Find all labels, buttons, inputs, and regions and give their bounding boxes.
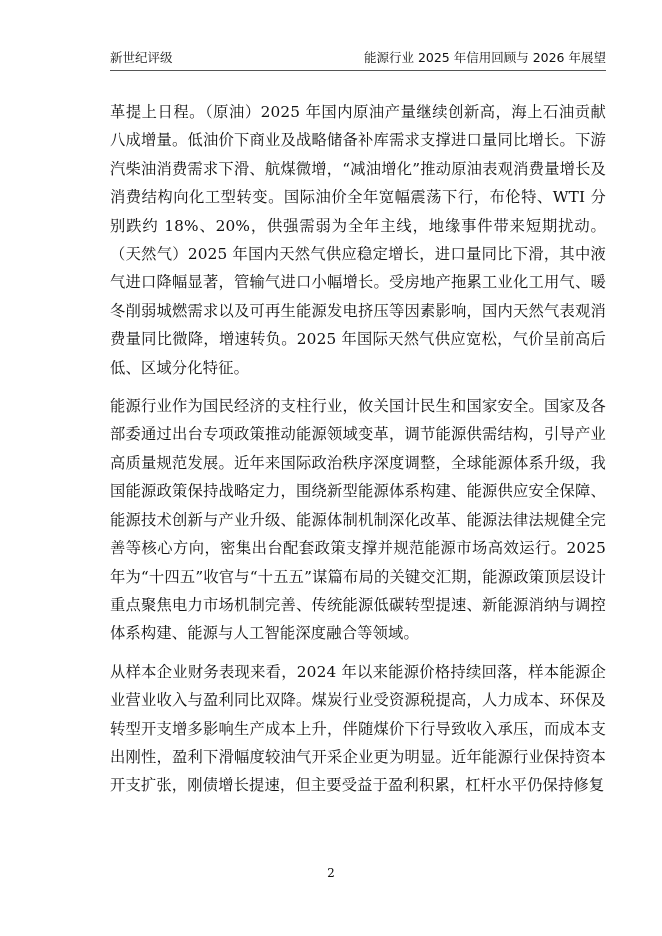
paragraph-energy-supply: 革提上日程。（原油）2025 年国内原油产量继续创新高，海上石油贡献八成增量。低油价下商业及战略储备补库需求支撑进口量同比增长。下游汽柴油消费需求下滑、航煤微增，“减油增化”推动原油表观消费量增长及消费结构向化工型转变。国际油价全年宽幅震荡下行，布伦特、WTI 分别跌约 18%、20%，供强需弱为全年主线，地缘事件带来短期扰动。（天然气）2025 年国内天然气供应稳定增长，进口量同比下滑，其中液气进口降幅显著，管输气进口小幅增长。受房地产拖累工业化工用气、暖冬削弱城燃需求以及可再生能源发电挤压等因素影响，国内天然气表观消费量同比微降，增速转负。2025 年国际天然气供应宽松，气价呈前高后低、区域分化特征。 [110,103,606,377]
header-publisher: 新世纪评级 [110,50,173,65]
page-header [110,44,606,66]
paragraph-energy-policy: 能源行业作为国民经济的支柱行业，攸关国计民生和国家安全。国家及各部委通过出台专项政策推动能源领域变革，调节能源供需结构，引导产业高质量规范发展。近年来国际政治秩序深度调整，全球能源体系升级，我国能源政策保持战略定力，围绕新型能源体系构建、能源供应安全保障、能源技术创新与产业升级、能源体制机制深化改革、能源法律法规健全完善等核心方向，密集出台配套政策支撑并规范能源市场高效运行。2025 年为“十四五”收官与“十五五”谋篇布局的关键交汇期，能源政策顶层设计重点聚焦电力市场机制完善、传统能源低碳转型提速、新能源消纳与调控体系构建、能源与人工智能深度融合等领域。 [110,397,606,643]
header-divider [110,70,606,71]
paragraph-financial-performance: 从样本企业财务表现来看，2024 年以来能源价格持续回落，样本能源企业营业收入与盈利同比双降。煤炭行业受资源税提高，人力成本、环保及转型开支增多影响生产成本上升，伴随煤价下行导致收入承压，而成本支出刚性，盈利下滑幅度较油气开采企业更为明显。近年能源行业保持资本开支扩张，刚债增长提速，但主要受益于盈利积累，杠杆水平仍保持修复 [110,662,606,795]
report-body [110,98,606,810]
page-number: 2 [327,866,335,880]
header-report-title: 能源行业 2025 年信用回顾与 2026 年展望 [363,50,606,65]
